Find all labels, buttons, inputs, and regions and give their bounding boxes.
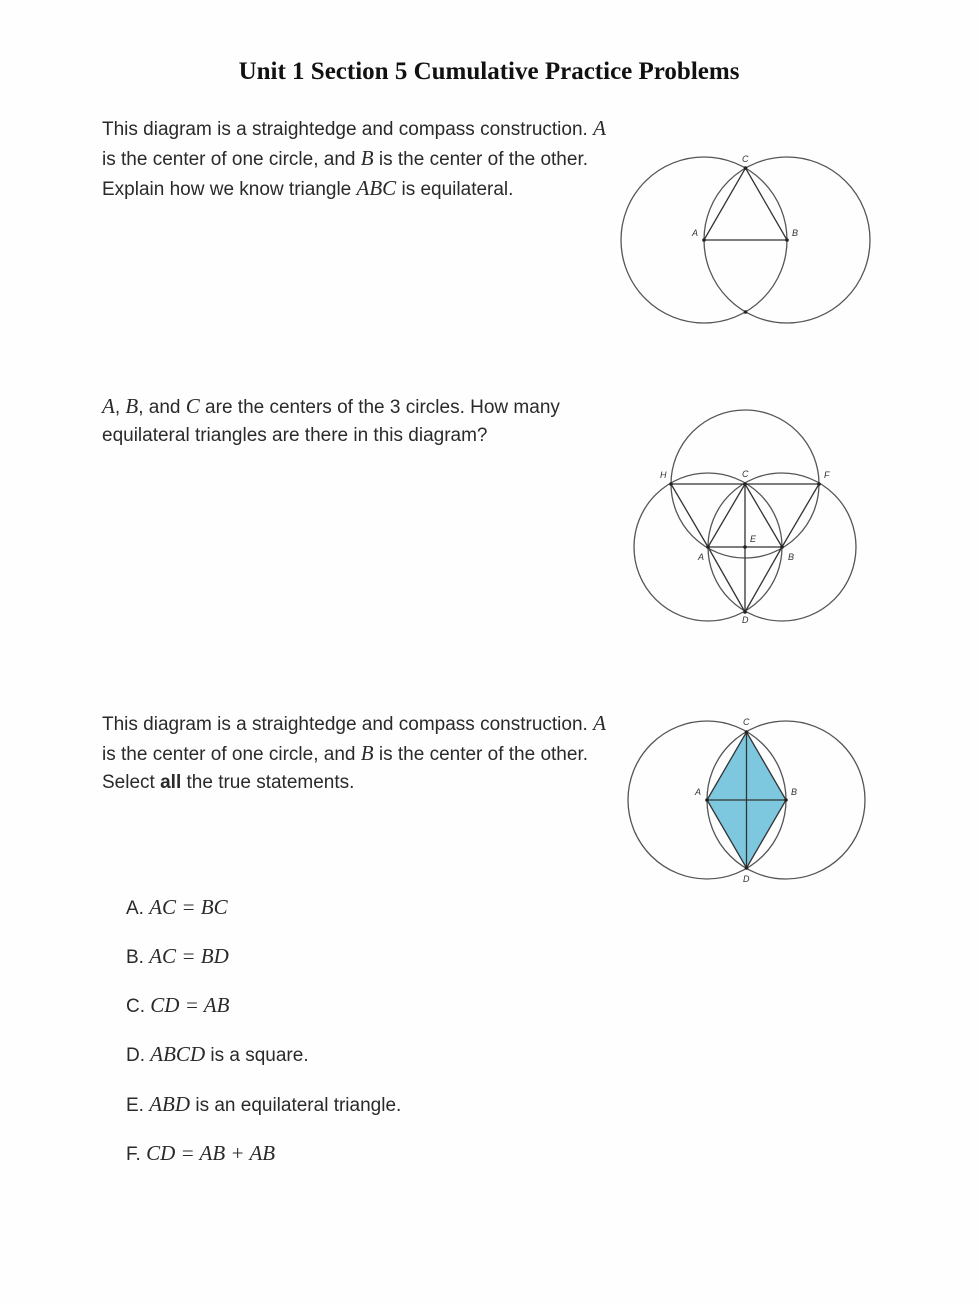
label-h: H: [660, 470, 667, 480]
label-b: B: [788, 552, 795, 562]
label-c: C: [742, 154, 749, 164]
choice-a[interactable]: [126, 895, 228, 920]
problem-3-text-part: is the center of the other. Select: [102, 744, 589, 793]
problem-1-text-part: is the center of the other. Explain how we know triangle: [102, 149, 589, 200]
point-b: [784, 798, 788, 802]
point-e: [743, 545, 747, 549]
diagram-2: [630, 405, 862, 627]
choice-math: ABCD: [150, 1042, 206, 1066]
segment-ha: [671, 484, 708, 547]
choice-f[interactable]: [126, 1141, 275, 1166]
choice-math: CD = AB + AB: [146, 1141, 276, 1165]
separator: ,: [114, 397, 126, 418]
math-b: B: [125, 394, 139, 418]
math-b: B: [360, 146, 374, 170]
point-c: [743, 482, 747, 486]
point-c: [744, 166, 748, 170]
choice-e[interactable]: [126, 1092, 401, 1117]
point-a: [705, 798, 709, 802]
choice-letter: B.: [126, 947, 144, 968]
diagram-3: [620, 712, 870, 887]
choice-letter: F.: [126, 1144, 141, 1165]
label-d: D: [743, 874, 750, 884]
page-title: Unit 1 Section 5 Cumulative Practice Problems: [238, 58, 740, 85]
label-c: C: [742, 469, 749, 479]
choice-math: ABD: [149, 1092, 191, 1116]
choice-math: AC = BC: [149, 895, 228, 919]
math-a: A: [102, 394, 115, 418]
segment-fb: [782, 484, 819, 547]
choice-math: CD = AB: [150, 993, 230, 1017]
point-a: [706, 545, 710, 549]
point-d: [745, 866, 749, 870]
problem-2-text-part: are the centers of the 3 circles. How many equilateral triangles are there in this diagram?: [102, 397, 560, 446]
triangle-abc: [704, 168, 787, 240]
choice-letter: C.: [126, 996, 145, 1017]
point-c: [745, 730, 749, 734]
choice-letter: E.: [126, 1095, 144, 1116]
choice-math: AC = BD: [149, 944, 229, 968]
math-a: A: [593, 711, 606, 735]
math-c: C: [185, 394, 200, 418]
choice-c[interactable]: [126, 993, 229, 1018]
segment-ad: [708, 547, 745, 612]
emphasis-all: all: [160, 772, 182, 793]
point-lower: [744, 310, 748, 314]
choice-letter: A.: [126, 898, 144, 919]
label-e: E: [750, 534, 757, 544]
problem-1-text-part: This diagram is a straightedge and compass construction.: [102, 119, 594, 140]
problem-2-text: [102, 392, 612, 450]
problem-2-text-part: , and: [138, 397, 186, 418]
label-a: A: [698, 552, 705, 562]
point-h: [669, 482, 673, 486]
label-a: A: [692, 228, 699, 238]
choice-text: is a square.: [205, 1045, 309, 1066]
choice-text: is an equilateral triangle.: [190, 1095, 402, 1116]
problem-3-text-part: is the center of one circle, and: [102, 744, 361, 765]
segment-ac: [708, 484, 745, 547]
problem-1-text-part: is equilateral.: [396, 179, 514, 200]
label-f: F: [824, 470, 830, 480]
point-a: [702, 238, 706, 242]
diagram-1: [615, 150, 877, 330]
segment-bd: [745, 547, 782, 612]
choice-b[interactable]: [126, 944, 229, 969]
label-d: D: [742, 615, 749, 625]
point-b: [785, 238, 789, 242]
choice-letter: D.: [126, 1045, 145, 1066]
point-b: [780, 545, 784, 549]
problem-1-text: [102, 114, 612, 204]
math-b: B: [360, 741, 374, 765]
point-f: [817, 482, 821, 486]
point-d: [743, 610, 747, 614]
label-a: A: [695, 787, 702, 797]
math-abc: ABC: [356, 176, 397, 200]
label-c: C: [743, 717, 750, 727]
math-a: A: [593, 116, 606, 140]
problem-3-text: [102, 709, 612, 797]
problem-3-text-part: This diagram is a straightedge and compass construction.: [102, 714, 594, 735]
choice-d[interactable]: [126, 1042, 309, 1067]
problem-3-text-part: the true statements.: [181, 772, 355, 793]
problem-1-text-part: is the center of one circle, and: [102, 149, 361, 170]
label-b: B: [791, 787, 798, 797]
label-b: B: [792, 228, 799, 238]
